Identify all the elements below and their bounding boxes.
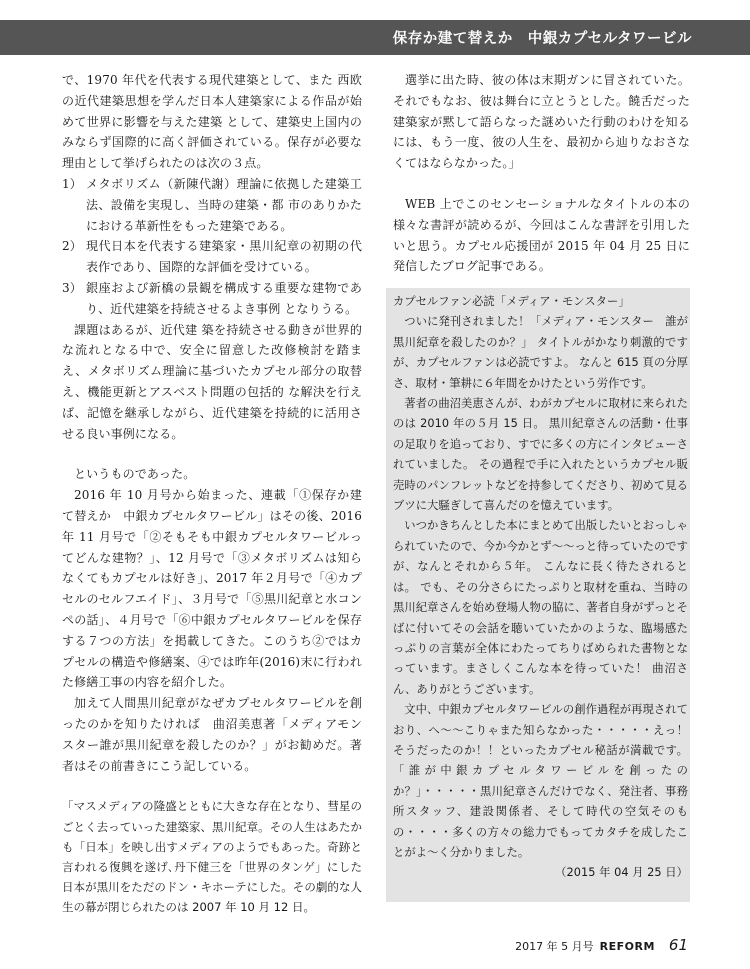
- blog-paragraph: ついに発刊されました！「メディア・モンスター 誰が黒川紀章を殺したのか？」 タイトルがかなり刺激的ですが、カプセルファンは必読ですよ。 なんと 615 頁の分厚さ、取材・筆耕に６年間をかけたという労作です。: [393, 315, 688, 390]
- page-number: 61: [668, 936, 688, 954]
- series-paragraph: 2016 年 10 月号から始まった、連載「①保存か建て替えか 中銀カプセルタワービル」はその後、2016 年 11 月号で「②そもそも中銀カプセルタワービルってどんな建物？」、12 月号で「③メタボリズムは知らなくてもカプセルは好き」、2017 年２月号で「④カプセルのセルフエイド」、３月号で「⑤黒川紀章と水コンペの話」、４月号で「⑥中銀カプセルタワービルを保存する７つの方法」を掲載してきた。このうち②ではカプセルの構造や修繕案、④では昨年(2016)末に行われた修繕工事の内容を紹介した。: [62, 488, 362, 690]
- blog-paragraph: いつかきちんとした本にまとめて出版したいとおっしゃられていたので、今か今かとず～～っと待っていたのですが、なんとそれから５年。 こんなに長く待たされるとは。 でも、その分さらにたっぷりと取材を重ね、当時の黒川紀章さんを始め登場人物の脇に、著者自身がずっとそばに付いてその会話を聴いていたかのような、臨場感たっぷりの言葉が全体にわたってちりばめられた書物となっています。まさしくこんな本を待っていた！ 曲沼さん、ありがとうございます。: [393, 519, 688, 696]
- magazine-name: REFORM: [599, 940, 655, 953]
- quote-continuation: 選挙に出た時、彼の体は末期ガンに冒されていた。それでもなお、彼は舞台に立とうとした。饒舌だった建築家が黙して語らなった謎めいた行動のわけを知るには、もう一度、彼の人生を、最初から辿りなおさなくてはならなかった。」: [393, 73, 690, 171]
- blog-paragraph: 文中、中銀カプセルタワービルの創作過程が再現されており、へ～～こりゃまた知らなかった・・・・・えっ！そうだったのか！！といったカプセル秘話が満載です。「誰が中銀カプセルタワービルを創ったのか？」・・・・・黒川紀章さんだけでなく、発注者、事務所スタッフ、建設関係者、そして時代の空気そのもの・・・・多くの方々の総力でもってカタチを成したことがよ～く分かりました。: [393, 703, 688, 859]
- left-column: [62, 70, 362, 929]
- book-paragraph: 加えて人間黒川紀章がなぜカプセルタワービルを創ったのかを知りたければ 曲沼美恵著「メディアモンスター誰が黒川紀章を殺したのか？」がお勧めだ。著者はその前書きにこう記している。: [62, 696, 362, 773]
- list-item: 1） メタボリズム（新陳代謝）理論に依拠した建築工法、設備を実現し、当時の建築・都 市のありかたにおける革新性をもった建築である。: [62, 176, 362, 233]
- result-paragraph: というものであった。: [74, 467, 196, 482]
- web-paragraph: WEB 上でこのセンセーショナルなタイトルの本の様々な書評が読めるが、今回はこんな書評を引用したいと思う。カプセル応援団が 2015 年 04 月 25 日に発信したブログ記事である。: [393, 196, 690, 274]
- blog-heading: カプセルファン必読「メディア・モンスター」: [393, 295, 630, 308]
- reason-list: [62, 174, 362, 320]
- blog-quote-content: [393, 292, 688, 884]
- right-column: [393, 70, 690, 277]
- article-title: 保存か建て替えか 中銀カプセルタワービル: [392, 31, 692, 47]
- list-item: 2） 現代日本を代表する建築家・黒川紀章の初期の代表作であり、国際的な評価を受けている。: [62, 239, 362, 275]
- list-item: 3） 銀座および新橋の景観を構成する重要な建物であり、近代建築を持続させるよき事例 となりうる。: [62, 280, 362, 316]
- page-footer: [515, 936, 688, 954]
- blog-date: （2015 年 04 月 25 日）: [555, 866, 688, 880]
- header-bar: [0, 20, 750, 55]
- issue-paragraph: 課題はあるが、近代建 築を持続させる動きが世界的な流れとなる中で、安全に留意した改修検討を踏まえ、メタボリズム理論に基づいたカプセル部分の取替え、機能更新とアスベスト問題の包括的 な解決を行えば、記憶を継承しながら、近代建築を持続的に活用させる良い事例になる。: [62, 322, 362, 441]
- intro-paragraph: で、1970 年代を代表する現代建築として、また 西欧の近代建築思想を学んだ日本人建築家による作品が始めて世界に影響を与えた建築 として、建築史上国内のみならず国際的に高く評価されている。保存が必要な理由として挙げられたのは次の３点。: [62, 73, 362, 171]
- blog-paragraph: 著者の曲沼美恵さんが、わがカプセルに取材に来られたのは 2010 年の５月 15 日。 黒川紀章さんの活動・仕事の足取りを追っており、すでに多くの方にインタビューされていました。 その過程で手に入れたというカプセル販売時のパンフレットなどを持参してくださり、初めて見るブツに大騒ぎして喜んだのを憶えています。: [393, 397, 688, 513]
- issue-label: 2017 年 5 月号: [515, 940, 594, 953]
- book-quote: 「マスメディアの隆盛とともに大きな存在となり、彗星のごとく去っていった建築家、黒川紀章。その人生はあたかも「日本」を映し出すメディアのようでもあった。奇跡と言われる復興を遂げ､丹下健三を「世界のタンゲ」にした日本が黒川をただのドン・キホーテにした。その劇的な人生の幕が閉じられたのは 2007 年 10 月 12 日。: [62, 799, 362, 915]
